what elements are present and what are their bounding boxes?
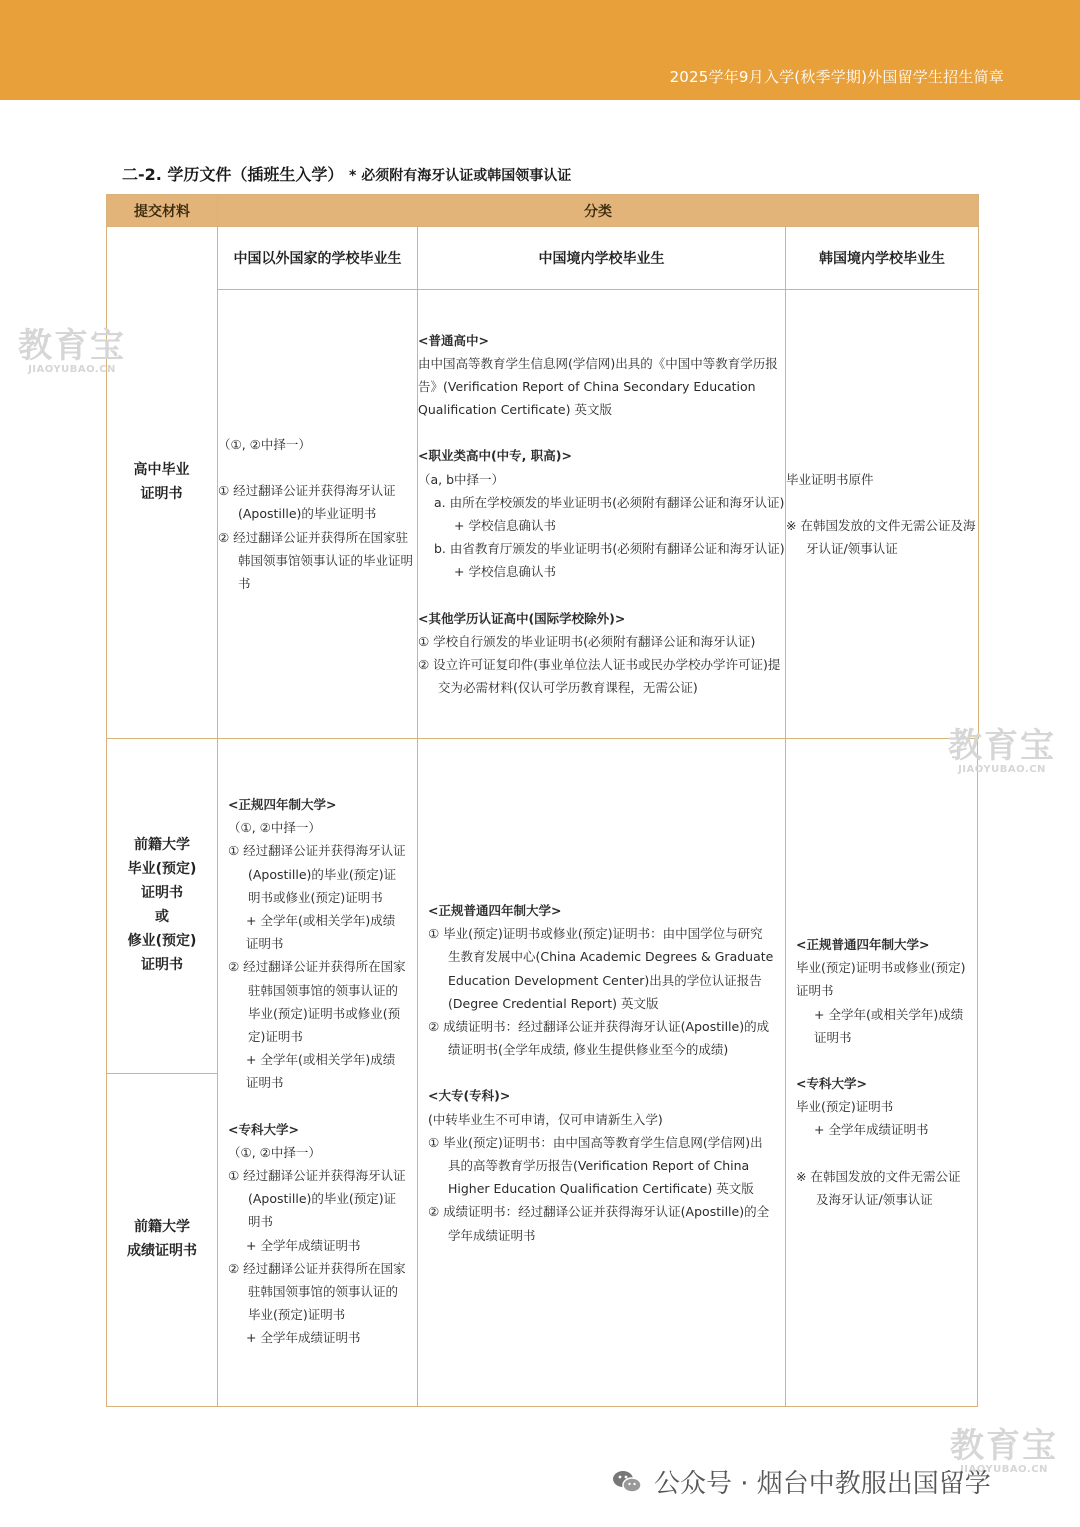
- label-line: 高中毕业: [133, 462, 190, 478]
- list-item: ① 学校自行颁发的毕业证明书(必须附有翻译公证和海牙认证): [418, 633, 756, 649]
- header-material: 提交材料: [107, 195, 218, 227]
- choose-note: （①, ②中择一）: [228, 1144, 321, 1160]
- subheading: <其他学历认证高中(国际学校除外)>: [418, 610, 626, 626]
- subheading: <大专(专科)>: [428, 1088, 511, 1104]
- wechat-icon: [612, 1469, 642, 1495]
- paragraph: 毕业(预定)证明书: [796, 1099, 894, 1115]
- watermark-right: [948, 728, 1056, 776]
- label-line: 证明书: [140, 486, 183, 502]
- section-title: [122, 162, 571, 185]
- list-item: ② 经过翻译公证并获得所在国家驻韩国领事馆领事认证的毕业证明书: [218, 529, 414, 591]
- row2-korea-cell: [786, 933, 978, 1211]
- label-line: 前籍大学: [134, 837, 190, 853]
- row1-label-overlay: [106, 458, 217, 506]
- list-item: ① 毕业(预定)证明书或修业(预定)证明书：由中国学位与研究生教育发展中心(China Academic Degrees & Graduate Education Development Center)出具的学位认证报告(Degree Credential Report) 英文版: [428, 926, 774, 1011]
- paragraph: 毕业(预定)证明书或修业(预定)证明书: [796, 960, 966, 999]
- label-line: 毕业(预定): [127, 861, 197, 877]
- watermark-text: 教育宝: [950, 1426, 1058, 1466]
- watermark-text: 教育宝: [948, 726, 1056, 766]
- choose-note: （①, ②中择一）: [218, 436, 311, 452]
- paragraph: 由中国高等教育学生信息网(学信网)出具的《中国中等教育学历报告》(Verification Report of China Secondary Education Qualification Certificate) 英文版: [418, 355, 778, 418]
- subhead-china: 中国境内学校毕业生: [418, 227, 786, 290]
- note: (中转毕业生不可申请，仅可申请新生入学): [428, 1111, 663, 1127]
- row1-china-cell: [418, 290, 786, 739]
- list-item: b. 由省教育厅颁发的毕业证明书(必须附有翻译公证和海牙认证) + 学校信息确认书: [434, 541, 785, 580]
- list-item: ② 成绩证明书：经过翻译公证并获得海牙认证(Apostille)的成绩证明书(全学年成绩, 修业生提供修业至今的成绩): [428, 1019, 770, 1058]
- section-note: * 必须附有海牙认证或韩国领事认证: [349, 168, 572, 184]
- row2-china-cell: [418, 899, 785, 1247]
- label-line: 成绩证明书: [127, 1243, 197, 1259]
- label-line: 证明书: [141, 885, 183, 901]
- list-item: ① 经过翻译公证并获得海牙认证(Apostille)的毕业(预定)证明书或修业(预定)证明书: [228, 843, 406, 905]
- list-item-plus: + 全学年(或相关学年)成绩证明书: [246, 913, 396, 952]
- label-line: 或: [155, 909, 169, 925]
- list-item: ② 设立许可证复印件(事业单位法人证书或民办学校办学许可证)提交为必需材料(仅认可学历教育课程，无需公证): [418, 657, 781, 696]
- subheading: <专科大学>: [228, 1121, 299, 1137]
- list-item: ① 毕业(预定)证明书：由中国高等教育学生信息网(学信网)出具的高等教育学历报告(Verification Report of China Higher Education Qualification Certificate) 英文版: [428, 1134, 763, 1197]
- documents-table: [106, 194, 979, 739]
- note: ※ 在韩国发放的文件无需公证及海牙认证/领事认证: [786, 517, 976, 557]
- document-title: 2025学年9月入学(秋季学期)外国留学生招生简章: [669, 68, 1004, 86]
- list-item: ② 成绩证明书：经过翻译公证并获得海牙认证(Apostille)的全学年成绩证明书: [428, 1204, 770, 1243]
- row3-label: [107, 1215, 217, 1263]
- watermark-domain: JIAOYUBAO.CN: [960, 1464, 1048, 1475]
- note: ※ 在韩国发放的文件无需公证及海牙认证/领事认证: [796, 1168, 961, 1207]
- subheading: <正规普通四年制大学>: [796, 937, 930, 952]
- watermark-domain: JIAOYUBAO.CN: [958, 764, 1046, 775]
- footer-account: [612, 1463, 991, 1500]
- list-item: ② 经过翻译公证并获得所在国家驻韩国领事馆的领事认证的毕业(预定)证明书或修业(预定)证明书: [228, 959, 406, 1045]
- subheading: <职业类高中(中专, 职高)>: [418, 448, 572, 464]
- subheading: <普通高中>: [418, 332, 489, 348]
- subhead-foreign: 中国以外国家的学校毕业生: [218, 227, 418, 290]
- list-item: ② 经过翻译公证并获得所在国家驻韩国领事馆的领事认证的毕业(预定)证明书: [228, 1260, 406, 1323]
- lower-table: [106, 738, 978, 1407]
- watermark-domain: JIAOYUBAO.CN: [28, 364, 116, 375]
- row1-korea-cell: [786, 290, 979, 739]
- label-line: 前籍大学: [134, 1219, 190, 1235]
- watermark-text: 教育宝: [18, 326, 126, 366]
- header-band: [0, 0, 1080, 100]
- list-item: ① 经过翻译公证并获得海牙认证(Apostille)的毕业(预定)证明书: [228, 1168, 406, 1230]
- list-item-plus: + 全学年(或相关学年)成绩证明书: [814, 1006, 964, 1045]
- list-item-plus: + 全学年(或相关学年)成绩证明书: [246, 1052, 396, 1091]
- choose-note: （①, ②中择一）: [228, 820, 321, 836]
- subhead-korea: 韩国境内学校毕业生: [786, 227, 979, 290]
- subheading: <正规四年制大学>: [228, 797, 337, 812]
- list-item: ① 经过翻译公证并获得海牙认证(Apostille)的毕业证明书: [218, 483, 396, 522]
- header-category: 分类: [218, 195, 979, 227]
- paragraph: 毕业证明书原件: [786, 471, 874, 487]
- label-line: 证明书: [141, 957, 183, 973]
- section-heading: 二-2. 学历文件（插班生入学）: [122, 165, 344, 184]
- list-item: a. 由所在学校颁发的毕业证明书(必须附有翻译公证和海牙认证) + 学校信息确认书: [434, 494, 785, 534]
- row2-label: [107, 833, 217, 977]
- label-line: 修业(预定): [127, 933, 197, 949]
- row1-foreign-cell: [218, 290, 418, 739]
- choose-note: （a, b中择一）: [418, 471, 505, 487]
- subheading: <专科大学>: [796, 1076, 867, 1092]
- watermark-left: [18, 328, 126, 376]
- list-item-plus: + 全学年成绩证明书: [246, 1330, 361, 1346]
- list-item-plus: + 全学年成绩证明书: [814, 1122, 929, 1138]
- subheading: <正规普通四年制大学>: [428, 903, 562, 918]
- list-item-plus: + 全学年成绩证明书: [246, 1237, 361, 1253]
- footer-text: 公众号 · 烟台中教服出国留学: [654, 1469, 991, 1499]
- row2-foreign-cell: [218, 793, 417, 1350]
